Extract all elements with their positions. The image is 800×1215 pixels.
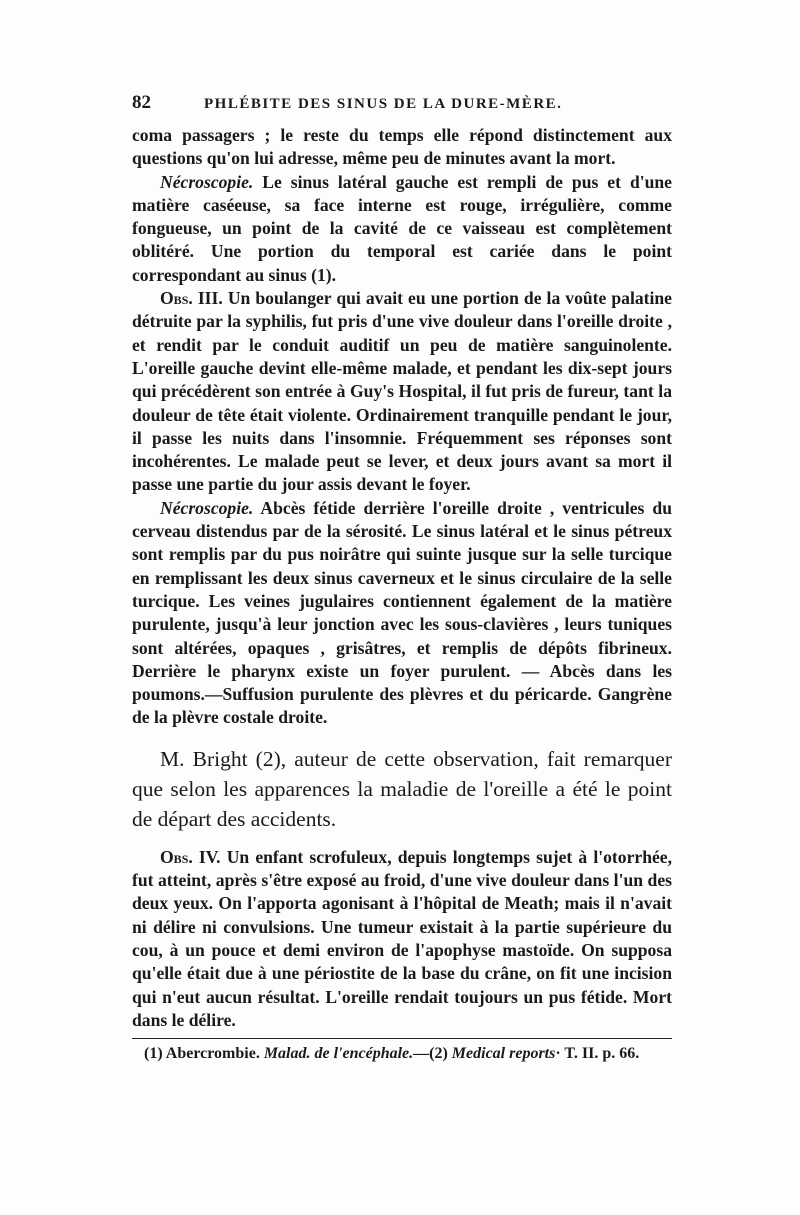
footnotes xyxy=(132,1038,672,1065)
paragraph-necroscopie-1 xyxy=(132,171,672,287)
paragraph-text: Un enfant scrofuleux, depuis longtemps sujet à l'otorrhée, fut atteint, après s'être exposé au froid, d'une vive douleur dans l'un des deux yeux. On l'apporta agonisant à l'hôpital de Meath; mais il n'avait ni délire ni convulsions. Une tumeur existait à la partie supérieure du cou, à un pouce et demi environ de l'apophyse mastoïde. On supposa qu'elle était due à une périostite de la base du crâne, on fit une incision qui n'eut aucun résultat. L'oreille rendait toujours un pus fétide. Mort dans le délire. xyxy=(132,846,672,1030)
footnote-2-title: Medical reports xyxy=(451,1045,556,1063)
footnote-1-title: Malad. de l'encéphale. xyxy=(263,1045,414,1063)
paragraph-continued: coma passagers ; le reste du temps elle répond distinctement aux questions qu'on lui adresse, même peu de minutes avant la mort. xyxy=(132,125,672,169)
paragraph-text: Le sinus latéral gauche est rempli de pus et d'une matière caséeuse, sa face interne est rouge, irrégulière, comme fongueuse, un point de la cavité de ce vaisseau est complètement oblitéré. Une portion du temporal est cariée dans le point correspondant au sinus (1). xyxy=(132,171,672,285)
paragraph-text: Un boulanger qui avait eu une portion de la voûte palatine détruite par la syphilis, fut pris d'une vive douleur dans l'oreille droite , et rendit par le conduit auditif un peu de matière sanguinolente. L'oreille gauche devint elle-même malade, et pendant les dix-sept jours qui précédèrent son entrée à Guy's Hospital, il fut pris de fureur, tant la douleur de tête était violente. Ordinairement tranquille pendant le jour, il passe les nuits dans l'insomnie. Fréquemment ses réponses sont incohérentes. Le malade peut se lever, et deux jours avant sa mort il passe une partie du jour assis devant le foyer. xyxy=(132,288,672,495)
section-label: Nécroscopie. xyxy=(160,497,254,518)
running-title: PHLÉBITE DES SINUS DE LA DURE-MÈRE. xyxy=(204,96,563,112)
section-label: Nécroscopie. xyxy=(160,171,254,192)
page-number: 82 xyxy=(132,92,151,113)
paragraph-commentary: M. Bright (2), auteur de cette observation, fait remarquer que selon les apparences la maladie de l'oreille a été le point de départ des accidents. xyxy=(132,746,672,831)
paragraph-necroscopie-2 xyxy=(132,497,672,730)
paragraph-obs-4 xyxy=(132,846,672,1032)
paragraph-text: Abcès fétide derrière l'oreille droite , ventricules du cerveau distendus par de la sérosité. Le sinus latéral et le sinus pétreux sont remplis par du pus noirâtre qui suinte jusque sur la selle turcique en remplissant les deux sinus caverneux et le sinus circulaire de la selle turcique. Les veines jugulaires contiennent également de la matière purulente, jusqu'à leur jonction avec les sous-clavières , leurs tuniques sont altérées, opaques , grisâtres, et remplis de dépôts fibrineux. Derrière le pharynx existe un foyer purulent. — Abcès dans les poumons.—Suffusion purulente des plèvres et du péricarde. Gangrène de la plèvre costale droite. xyxy=(132,497,672,728)
section-label: Obs. IV. xyxy=(160,846,221,867)
footnote-2-suffix: · T. II. p. 66. xyxy=(555,1045,640,1063)
footnote-2-prefix: —(2) xyxy=(413,1045,452,1063)
footnote-1-prefix: (1) Abercrombie. xyxy=(144,1045,264,1063)
page-header xyxy=(132,92,672,124)
paragraph-obs-3 xyxy=(132,287,672,497)
page-body xyxy=(132,124,672,1032)
section-label: Obs. III. xyxy=(160,288,223,309)
